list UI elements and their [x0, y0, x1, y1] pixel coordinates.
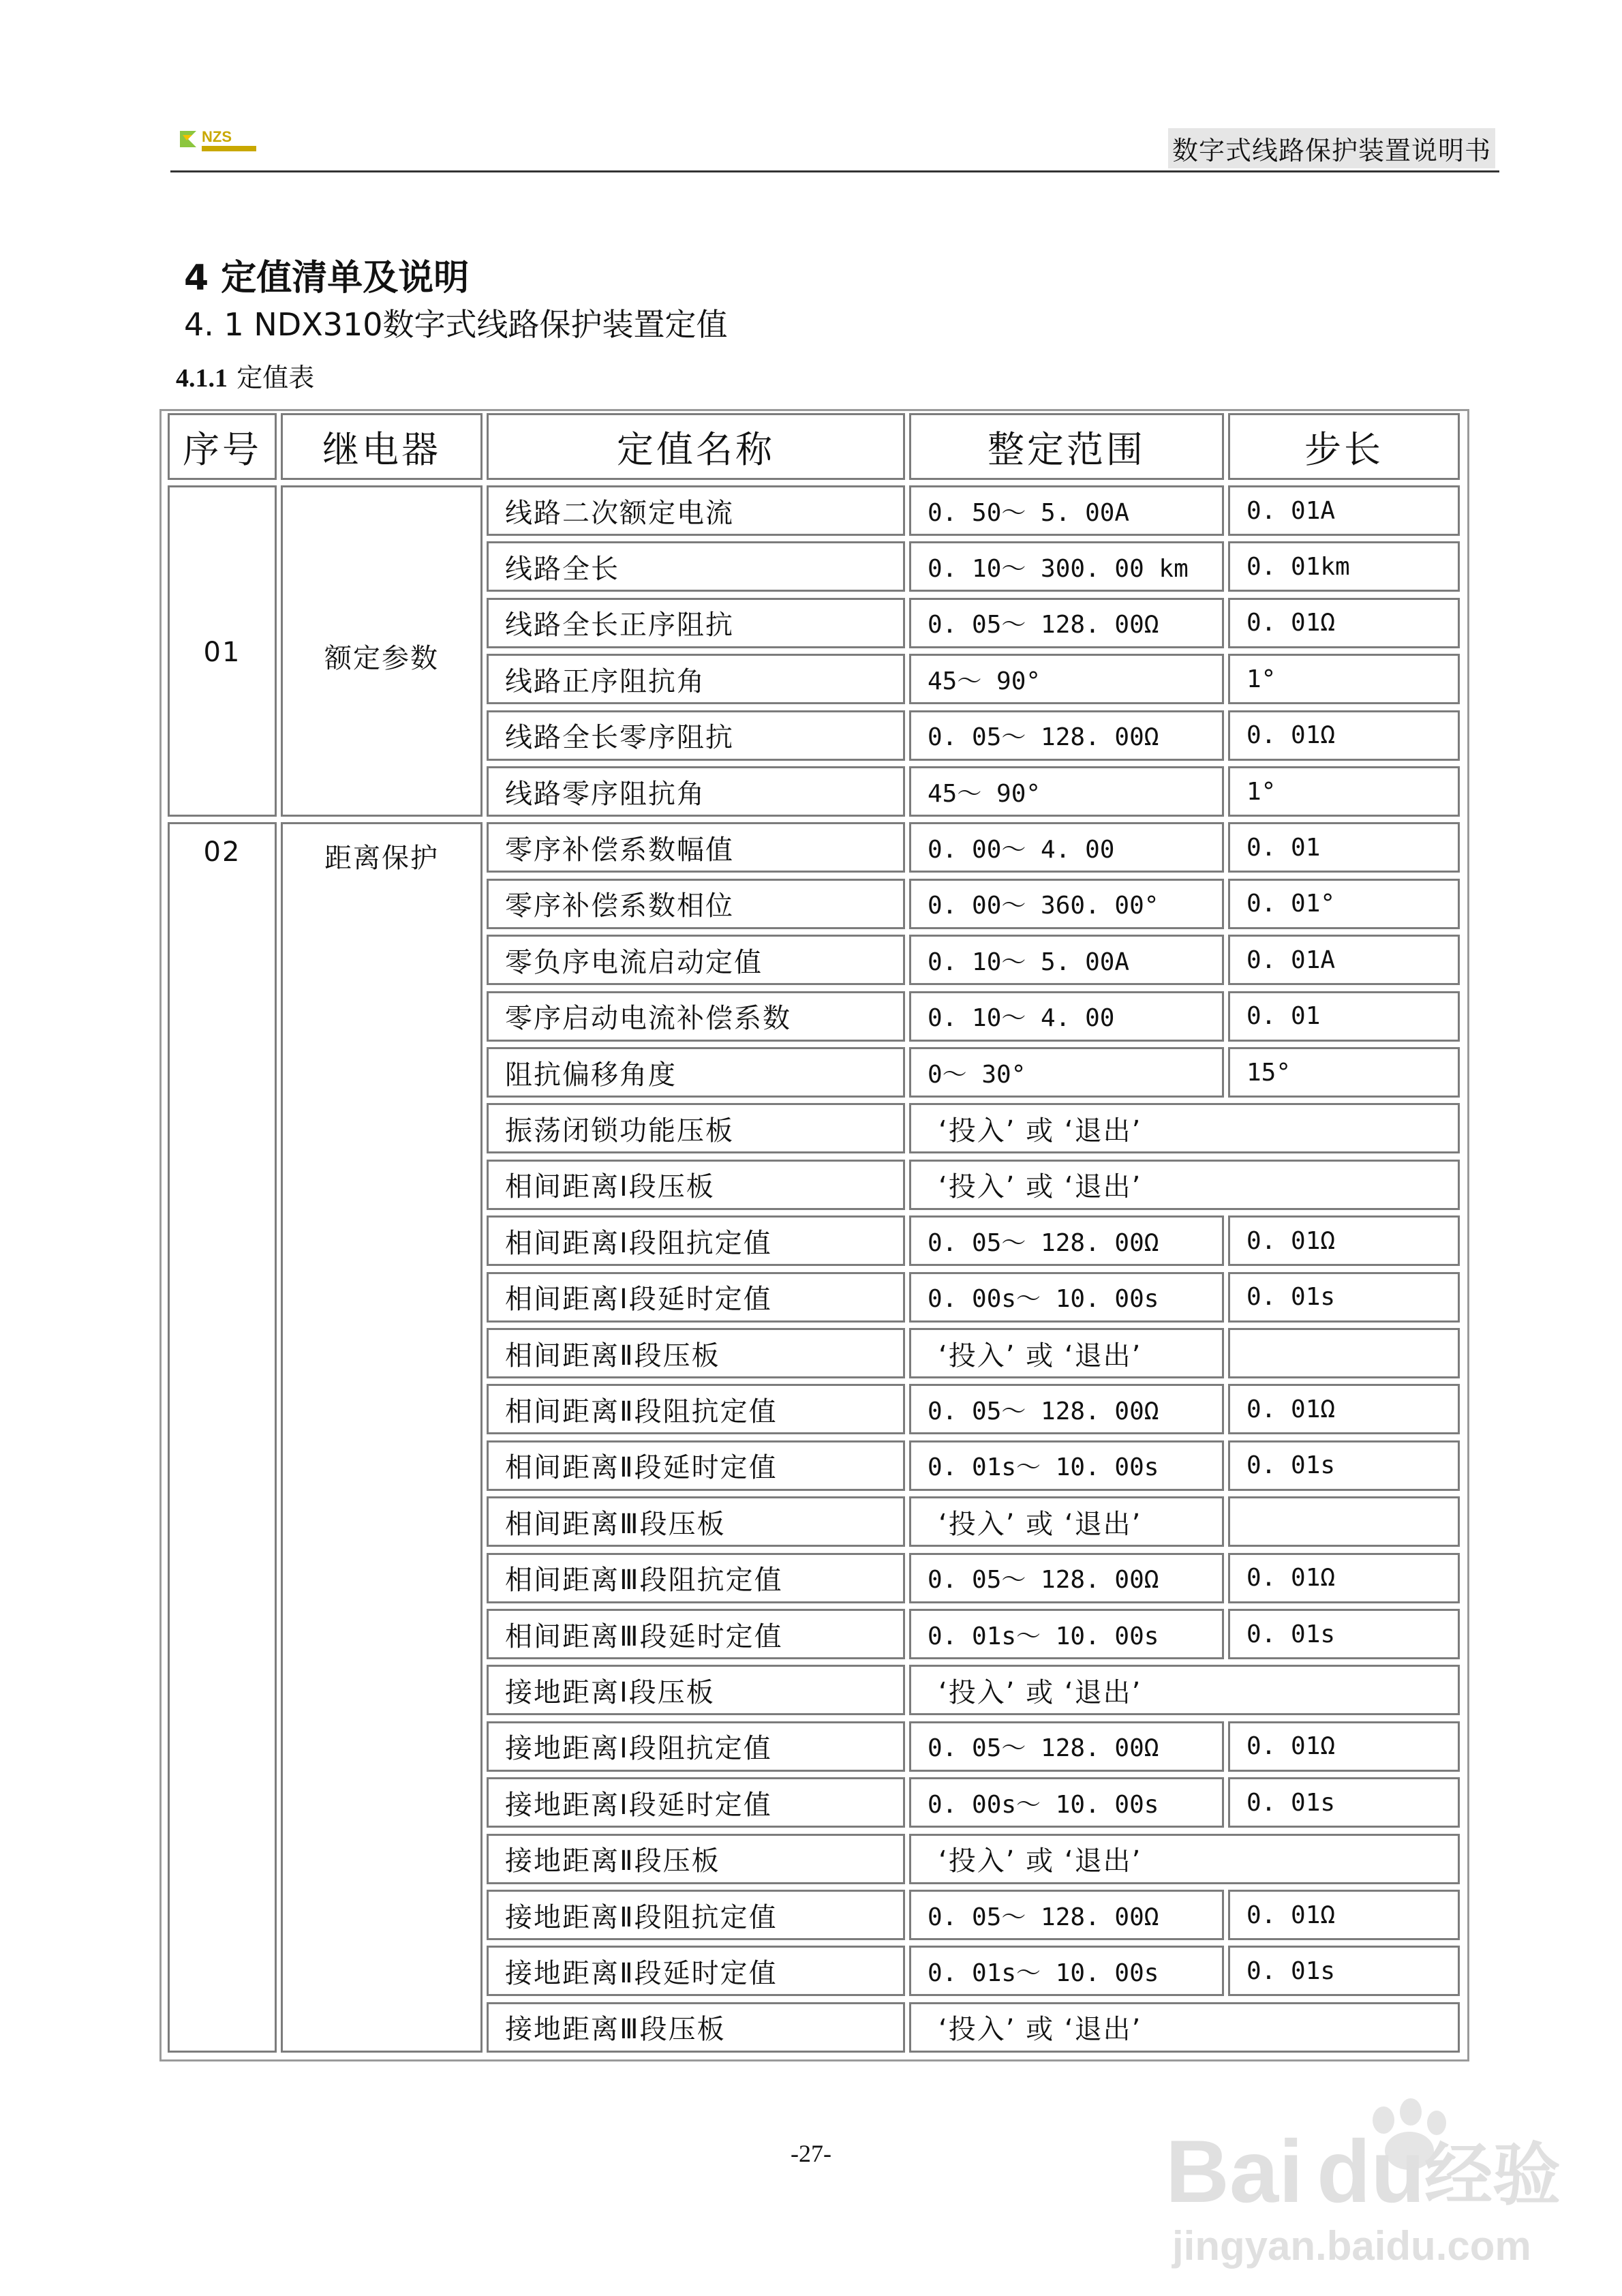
setting-step: 0. 01Ω — [1246, 1564, 1336, 1592]
column-header-label: 定值名称 — [617, 427, 775, 471]
setting-step-cell — [1228, 766, 1460, 817]
setting-range: 0. 05～ 128. 00Ω — [928, 723, 1159, 752]
setting-name-cell — [487, 1440, 905, 1491]
setting-name-cell — [487, 1160, 905, 1210]
table-header-cell — [281, 413, 483, 480]
setting-name: 线路正序阻抗角 — [505, 665, 705, 697]
setting-range: 0. 50～ 5. 00A — [928, 498, 1130, 527]
setting-name: 相间距离Ⅲ段压板 — [505, 1508, 726, 1540]
setting-range-cell — [909, 1946, 1224, 1996]
setting-step-cell — [1228, 1553, 1460, 1603]
setting-range-cell — [909, 1272, 1224, 1323]
setting-name: 线路全长正序阻抗 — [505, 609, 734, 641]
setting-range: 0. 00s～ 10. 00s — [928, 1285, 1159, 1314]
setting-step: 0. 01km — [1246, 552, 1350, 581]
group-relay-name: 距离保护 — [324, 843, 439, 875]
setting-step: 0. 01Ω — [1246, 1901, 1336, 1929]
setting-name: 相间距离Ⅱ段延时定值 — [505, 1452, 778, 1484]
setting-step-cell — [1228, 485, 1460, 536]
setting-step: 1° — [1246, 777, 1276, 806]
column-header-label: 步长 — [1304, 427, 1383, 471]
setting-range: 0. 00s～ 10. 00s — [928, 1790, 1159, 1819]
group-relay-cell — [281, 822, 483, 2052]
setting-range: 0. 01s～ 10. 00s — [928, 1959, 1159, 1987]
setting-name: 相间距离Ⅱ段压板 — [505, 1340, 720, 1372]
setting-option-cell — [909, 1160, 1460, 1210]
setting-step-cell — [1228, 1946, 1460, 1996]
table-header-cell — [909, 413, 1224, 480]
setting-step-cell — [1228, 1328, 1460, 1378]
setting-step: 0. 01Ω — [1246, 1226, 1336, 1255]
setting-name: 线路二次额定电流 — [505, 497, 734, 529]
table-header-cell — [168, 413, 277, 480]
column-header-label: 序号 — [183, 427, 262, 471]
setting-option-cell — [909, 1496, 1224, 1547]
setting-step-cell — [1228, 598, 1460, 648]
setting-step-cell — [1228, 710, 1460, 761]
setting-name: 零序启动电流补偿系数 — [505, 1003, 791, 1035]
setting-name-cell — [487, 1496, 905, 1547]
setting-name: 接地距离Ⅱ段压板 — [505, 1845, 720, 1877]
subsection-heading: 4. 1 NDX310数字式线路保护装置定值 — [184, 306, 728, 343]
setting-name-cell — [487, 1834, 905, 1884]
setting-name: 相间距离Ⅰ段阻抗定值 — [505, 1227, 772, 1259]
setting-step-cell — [1228, 1215, 1460, 1266]
setting-name-cell — [487, 935, 905, 985]
setting-step: 0. 01Ω — [1246, 1732, 1336, 1761]
table-header-cell — [487, 413, 905, 480]
setting-step: 0. 01Ω — [1246, 1395, 1336, 1423]
setting-range-cell — [909, 766, 1224, 817]
setting-step: 0. 01A — [1246, 496, 1336, 525]
setting-range: 0. 05～ 128. 00Ω — [928, 1734, 1159, 1763]
document-header-title: 数字式线路保护装置说明书 — [1168, 128, 1495, 168]
watermark-brand: Bai — [1165, 2121, 1304, 2221]
setting-step-cell — [1228, 1890, 1460, 1940]
setting-step: 0. 01s — [1246, 1620, 1336, 1648]
setting-step: 0. 01s — [1246, 1788, 1336, 1817]
setting-name-cell — [487, 1553, 905, 1603]
setting-step-cell — [1228, 1721, 1460, 1772]
table-heading — [176, 357, 314, 394]
setting-range: 45～ 90° — [928, 779, 1041, 808]
table-heading-text: 定值表 — [236, 363, 315, 393]
setting-step: 0. 01Ω — [1246, 721, 1336, 750]
setting-name-cell — [487, 710, 905, 761]
watermark-cn: 经验 — [1424, 2137, 1561, 2214]
setting-step-cell — [1228, 991, 1460, 1042]
baidu-jingyan-watermark — [1159, 2072, 1561, 2270]
page-number: -27- — [791, 2140, 831, 2167]
setting-name-cell — [487, 1665, 905, 1715]
setting-name: 相间距离Ⅲ段延时定值 — [505, 1620, 783, 1652]
setting-option: ‘投入’ 或 ‘退出’ — [938, 1340, 1142, 1372]
setting-name: 相间距离Ⅰ段延时定值 — [505, 1284, 772, 1316]
company-logo — [176, 123, 264, 157]
setting-step-cell — [1228, 1440, 1460, 1491]
setting-range-cell — [909, 654, 1224, 704]
setting-step: 0. 01A — [1246, 946, 1336, 974]
setting-name-cell — [487, 1328, 905, 1378]
setting-step-cell — [1228, 1384, 1460, 1434]
setting-range: 0. 10～ 300. 00 km — [928, 554, 1189, 583]
setting-name-cell — [487, 1272, 905, 1323]
group-number-cell — [168, 822, 277, 2052]
setting-name-cell — [487, 1103, 905, 1153]
setting-step: 0. 01 — [1246, 833, 1321, 862]
setting-name-cell — [487, 1946, 905, 1996]
setting-name: 阻抗偏移角度 — [505, 1059, 677, 1091]
setting-name: 接地距离Ⅰ段压板 — [505, 1676, 715, 1708]
setting-range-cell — [909, 1384, 1224, 1434]
setting-option-cell — [909, 1103, 1460, 1153]
table-heading-number: 4.1.1 — [176, 364, 228, 393]
setting-range-cell — [909, 710, 1224, 761]
setting-step: 0. 01° — [1246, 890, 1336, 918]
setting-name-cell — [487, 879, 905, 929]
watermark-url: jingyan.baidu.com — [1172, 2223, 1531, 2269]
setting-name-cell — [487, 766, 905, 817]
setting-name-cell — [487, 1609, 905, 1659]
setting-range: 0～ 30° — [928, 1060, 1026, 1089]
section-heading: 4 定值清单及说明 — [184, 258, 470, 299]
setting-option: ‘投入’ 或 ‘退出’ — [938, 1676, 1142, 1708]
setting-name: 振荡闭锁功能压板 — [505, 1115, 734, 1147]
setting-name-cell — [487, 1777, 905, 1828]
setting-range: 0. 05～ 128. 00Ω — [928, 1903, 1159, 1931]
setting-name-cell — [487, 1047, 905, 1098]
setting-option: ‘投入’ 或 ‘退出’ — [938, 1845, 1142, 1877]
setting-option: ‘投入’ 或 ‘退出’ — [938, 2014, 1142, 2046]
setting-name: 接地距离Ⅱ段延时定值 — [505, 1957, 778, 1989]
setting-range-cell — [909, 485, 1224, 536]
setting-step-cell — [1228, 879, 1460, 929]
column-header-label: 整定范围 — [988, 427, 1146, 471]
setting-name-cell — [487, 654, 905, 704]
setting-name: 接地距离Ⅰ段延时定值 — [505, 1789, 772, 1821]
setting-name-cell — [487, 2002, 905, 2053]
setting-name: 线路零序阻抗角 — [505, 778, 705, 810]
group-relay-cell — [281, 485, 483, 817]
setting-name-cell — [487, 1890, 905, 1940]
setting-name: 相间距离Ⅲ段阻抗定值 — [505, 1565, 783, 1597]
setting-option-cell — [909, 1834, 1460, 1884]
setting-option-cell — [909, 1665, 1460, 1715]
setting-name: 相间距离Ⅱ段阻抗定值 — [505, 1395, 778, 1428]
setting-range-cell — [909, 991, 1224, 1042]
setting-name-cell — [487, 541, 905, 592]
group-number: 01 — [203, 637, 241, 668]
setting-step-cell — [1228, 654, 1460, 704]
setting-option: ‘投入’ 或 ‘退出’ — [938, 1115, 1142, 1147]
setting-range: 0. 01s～ 10. 00s — [928, 1622, 1159, 1650]
setting-range: 0. 05～ 128. 00Ω — [928, 1566, 1159, 1595]
setting-name: 相间距离Ⅰ段压板 — [505, 1171, 715, 1203]
setting-range: 45～ 90° — [928, 667, 1041, 695]
setting-range-cell — [909, 879, 1224, 929]
setting-range: 0. 00～ 360. 00° — [928, 892, 1159, 920]
setting-name-cell — [487, 1215, 905, 1266]
setting-range-cell — [909, 1440, 1224, 1491]
setting-option-cell — [909, 1328, 1224, 1378]
setting-name: 线路全长 — [505, 553, 619, 585]
setting-option: ‘投入’ 或 ‘退出’ — [938, 1171, 1142, 1203]
setting-step: 0. 01 — [1246, 1002, 1321, 1031]
setting-range-cell — [909, 1890, 1224, 1940]
setting-step: 15° — [1246, 1058, 1291, 1087]
setting-step: 0. 01s — [1246, 1957, 1336, 1985]
setting-step-cell — [1228, 1777, 1460, 1828]
setting-range: 0. 10～ 5. 00A — [928, 948, 1130, 976]
setting-step-cell — [1228, 1047, 1460, 1098]
setting-range-cell — [909, 1609, 1224, 1659]
setting-range: 0. 01s～ 10. 00s — [928, 1453, 1159, 1482]
group-relay-name: 额定参数 — [324, 643, 439, 674]
setting-option: ‘投入’ 或 ‘退出’ — [938, 1508, 1142, 1540]
setting-range: 0. 00～ 4. 00 — [928, 835, 1115, 864]
group-number: 02 — [203, 836, 241, 868]
setting-name: 零序补偿系数幅值 — [505, 834, 734, 866]
setting-range-cell — [909, 935, 1224, 985]
setting-range-cell — [909, 822, 1224, 873]
setting-step-cell — [1228, 1496, 1460, 1547]
setting-range-cell — [909, 1777, 1224, 1828]
setting-step-cell — [1228, 541, 1460, 592]
setting-step: 1° — [1246, 665, 1276, 693]
table-header-cell — [1228, 413, 1460, 480]
setting-range-cell — [909, 598, 1224, 648]
setting-name-cell — [487, 1384, 905, 1434]
setting-range: 0. 05～ 128. 00Ω — [928, 611, 1159, 639]
setting-step: 0. 01s — [1246, 1283, 1336, 1312]
setting-name-cell — [487, 822, 905, 873]
header-divider — [170, 170, 1499, 172]
setting-step-cell — [1228, 1609, 1460, 1659]
setting-name: 零负序电流启动定值 — [505, 946, 763, 978]
setting-range-cell — [909, 541, 1224, 592]
setting-option-cell — [909, 2002, 1460, 2053]
setting-name: 接地距离Ⅰ段阻抗定值 — [505, 1733, 772, 1765]
watermark-brand2: du — [1317, 2121, 1425, 2221]
setting-name-cell — [487, 991, 905, 1042]
setting-range-cell — [909, 1553, 1224, 1603]
setting-step-cell — [1228, 935, 1460, 985]
setting-name-cell — [487, 1721, 905, 1772]
setting-range: 0. 05～ 128. 00Ω — [928, 1397, 1159, 1425]
setting-range-cell — [909, 1721, 1224, 1772]
setting-name: 线路全长零序阻抗 — [505, 722, 734, 754]
column-header-label: 继电器 — [322, 427, 441, 471]
setting-name: 零序补偿系数相位 — [505, 890, 734, 922]
logo-text: NZS — [202, 128, 232, 145]
setting-range: 0. 10～ 4. 00 — [928, 1004, 1115, 1033]
setting-range-cell — [909, 1047, 1224, 1098]
group-number-cell — [168, 485, 277, 817]
setting-step-cell — [1228, 822, 1460, 873]
setting-name: 接地距离Ⅱ段阻抗定值 — [505, 1901, 778, 1933]
setting-range-cell — [909, 1215, 1224, 1266]
setting-name-cell — [487, 485, 905, 536]
setting-step: 0. 01Ω — [1246, 609, 1336, 637]
setting-step-cell — [1228, 1272, 1460, 1323]
setting-name: 接地距离Ⅲ段压板 — [505, 2014, 726, 2046]
setting-step: 0. 01s — [1246, 1451, 1336, 1480]
setting-name-cell — [487, 598, 905, 648]
setting-range: 0. 05～ 128. 00Ω — [928, 1228, 1159, 1257]
